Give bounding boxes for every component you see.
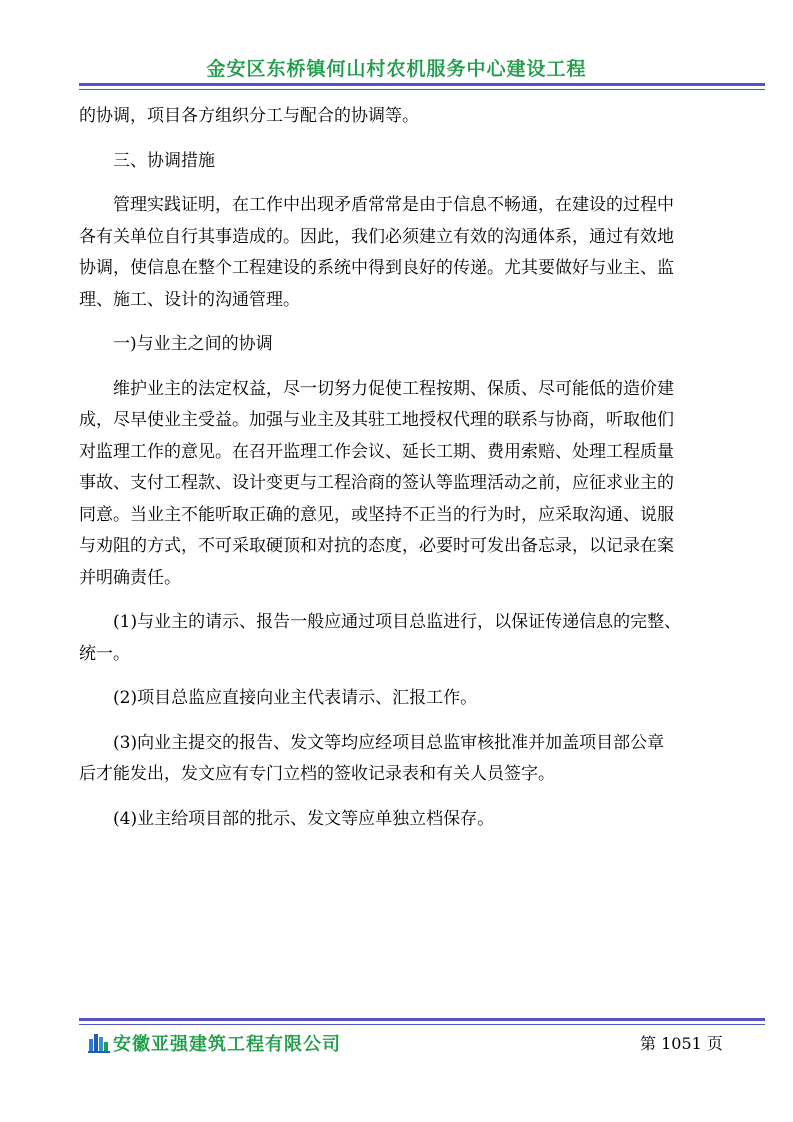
paragraph	[79, 374, 719, 595]
building-logo-icon	[88, 1031, 110, 1053]
text-line: (2)项目总监应直接向业主代表请示、汇报工作。	[113, 688, 478, 708]
page-header-title: 金安区东桥镇何山村农机服务中心建设工程	[206, 58, 587, 80]
text-line: (4)业主给项目部的批示、发文等应单独立档保存。	[113, 808, 495, 829]
list-item	[79, 607, 719, 670]
text-line: 理、施工、设计的沟通管理。	[79, 289, 300, 310]
text-line: 并明确责任。	[79, 567, 181, 588]
paragraph	[79, 190, 719, 316]
text-line: (3)向业主提交的报告、发文等均应经项目总监审核批准并加盖项目部公章	[113, 732, 665, 753]
footer-rule-thick	[79, 1018, 765, 1021]
text-line: 成，尽早使业主受益。加强与业主及其驻工地授权代理的联系与协商，听取他们	[79, 410, 674, 430]
list-item	[79, 804, 719, 836]
text-line: 三、协调措施	[113, 150, 215, 171]
text-line: 各有关单位自行其事造成的。因此，我们必须建立有效的沟通体系，通过有效地	[79, 226, 674, 247]
section-heading	[79, 146, 719, 178]
footer-rule-thin	[79, 1024, 765, 1025]
text-line: 对监理工作的意见。在召开监理工作会议、延长工期、费用索赔、处理工程质量	[79, 441, 674, 462]
list-item	[79, 728, 719, 791]
text-line: 与劝阻的方式，不可采取硬顶和对抗的态度，必要时可发出备忘录，以记录在案	[79, 536, 674, 556]
page-number: 第 1051 页	[640, 1034, 723, 1053]
text-line: 管理实践证明，在工作中出现矛盾常常是由于信息不畅通，在建设的过程中	[113, 195, 674, 215]
text-line: 事故、支付工程款、设计变更与工程洽商的签认等监理活动之前，应征求业主的	[79, 473, 674, 493]
text-line: 的协调，项目各方组织分工与配合的协调等。	[79, 106, 419, 126]
text-line: 统一。	[79, 643, 130, 664]
list-item	[79, 683, 719, 715]
subsection-heading	[79, 329, 719, 361]
header-rule-thick	[79, 83, 765, 86]
header-rule-thin	[79, 89, 765, 90]
text-line: 一)与业主之间的协调	[113, 334, 273, 354]
text-line: 后才能发出，发文应有专门立档的签收记录表和有关人员签字。	[79, 764, 555, 784]
paragraph	[79, 101, 719, 133]
text-line: 协调，使信息在整个工程建设的系统中得到良好的传递。尤其要做好与业主、监	[79, 258, 674, 278]
text-line: 维护业主的法定权益，尽一切努力促使工程按期、保质、尽可能低的造价建	[113, 378, 674, 399]
text-line: (1)与业主的请示、报告一般应通过项目总监进行，以保证传递信息的完整、	[113, 612, 682, 632]
document-body	[79, 101, 719, 848]
footer-company-name: 安徽亚强建筑工程有限公司	[113, 1034, 341, 1055]
text-line: 同意。当业主不能听取正确的意见，或坚持不正当的行为时，应采取沟通、说服	[79, 504, 674, 525]
